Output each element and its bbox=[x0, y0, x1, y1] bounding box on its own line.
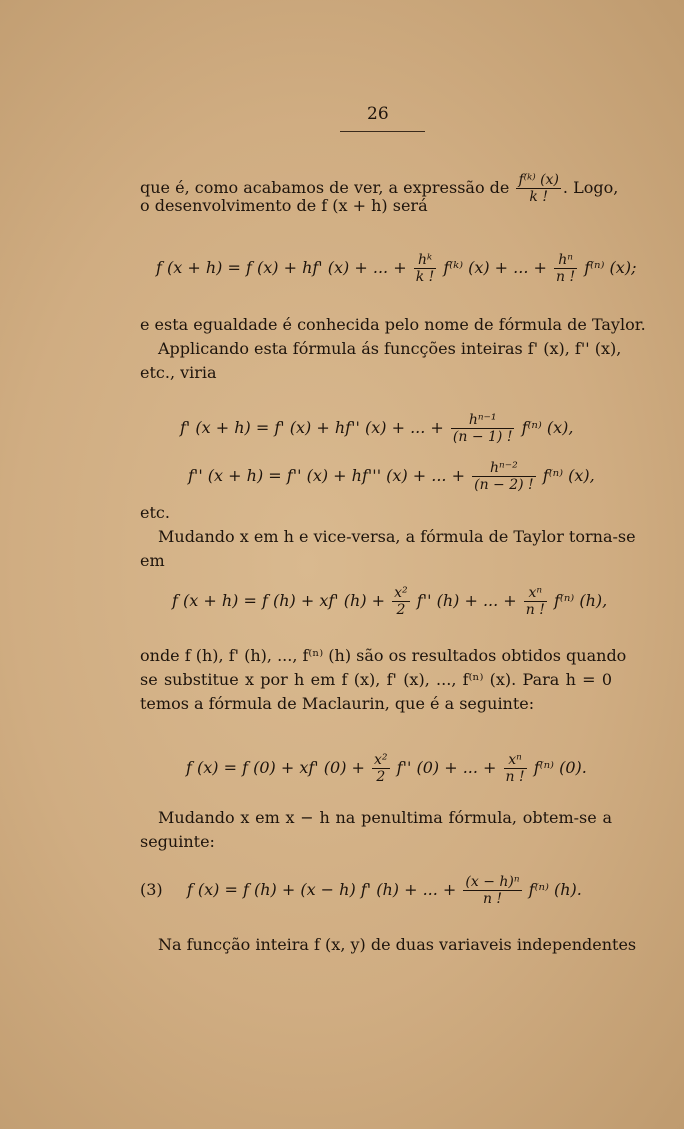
text-line-12: Mudando x em x − h na penultima fórmula, obtem-se a bbox=[158, 808, 612, 827]
fraction-fk-over-k-factorial: $\frac{\text{f⁽ᵏ⁾ (x)}}{k !}$ bbox=[518, 172, 559, 205]
text-line-7: Mudando x em h e vice-versa, a fórmula de Taylor torna-se bbox=[158, 527, 636, 546]
text-line-5: etc., viria bbox=[140, 363, 217, 382]
header-rule bbox=[340, 131, 425, 132]
text-line-8: em bbox=[140, 551, 165, 570]
taylor-formula: f (x + h) = f (x) + hf' (x) + ... + $\frac{\text{hᵏ}}{k !}$ f⁽ᵏ⁾ (x) + ... + $\frac{\text{hⁿ}}{n !}$ f⁽ⁿ⁾ (x); bbox=[156, 252, 637, 285]
formula-3-label: (3) bbox=[140, 880, 163, 899]
text-line-9: onde f (h), f' (h), ..., f⁽ⁿ⁾ (h) são os resultados obtidos quando bbox=[140, 646, 627, 665]
text-line-14: Na funcção inteira f (x, y) de duas variaveis independentes bbox=[158, 935, 637, 954]
text-line-2: o desenvolvimento de f (x + h) será bbox=[140, 196, 428, 215]
page-number: 26 bbox=[367, 104, 389, 124]
text-line-1: que é, como acabamos de ver, a expressão de $\frac{\text{f⁽ᵏ⁾ (x)}}{k !}$ . Logo, bbox=[140, 172, 619, 205]
text-line-3: e esta egualdade é conhecida pelo nome de fórmula de Taylor. bbox=[140, 315, 646, 334]
text-line-11: temos a fórmula de Maclaurin, que é a seguinte: bbox=[140, 694, 535, 713]
maclaurin-formula: f (x) = f (0) + xf' (0) + $\frac{\text{x²}}{2}$ f'' (0) + ... + $\frac{\text{xⁿ}}{n !}$ f⁽ⁿ⁾ (0). bbox=[186, 752, 587, 785]
text-line-6: etc. bbox=[140, 503, 170, 522]
taylor-swapped-formula: f (x + h) = f (h) + xf' (h) + $\frac{\text{x²}}{2}$ f'' (h) + ... + $\frac{\text{xⁿ}}{n !}$ f⁽ⁿ⁾ (h), bbox=[172, 585, 608, 618]
text-line-10: se substitue x por h em f (x), f' (x), ..., f⁽ⁿ⁾ (x). Para h = 0 bbox=[140, 670, 612, 689]
text-line-4: Applicando esta fórmula ás funcções inteiras f' (x), f'' (x), bbox=[158, 339, 622, 358]
formula-3: (3) f (x) = f (h) + (x − h) f' (h) + ... + $\frac{\text{(x − h)ⁿ}}{n !}$ f⁽ⁿ⁾ (h). bbox=[140, 874, 582, 907]
derivative-formula-1: f' (x + h) = f' (x) + hf'' (x) + ... + $\frac{\text{hⁿ⁻¹}}{(n - 1) !}$ f⁽ⁿ⁾ (x), bbox=[180, 412, 574, 445]
derivative-formula-2: f'' (x + h) = f'' (x) + hf''' (x) + ... + $\frac{\text{hⁿ⁻²}}{(n - 2) !}$ f⁽ⁿ⁾ (x), bbox=[188, 460, 595, 493]
text-line-13: seguinte: bbox=[140, 832, 215, 851]
